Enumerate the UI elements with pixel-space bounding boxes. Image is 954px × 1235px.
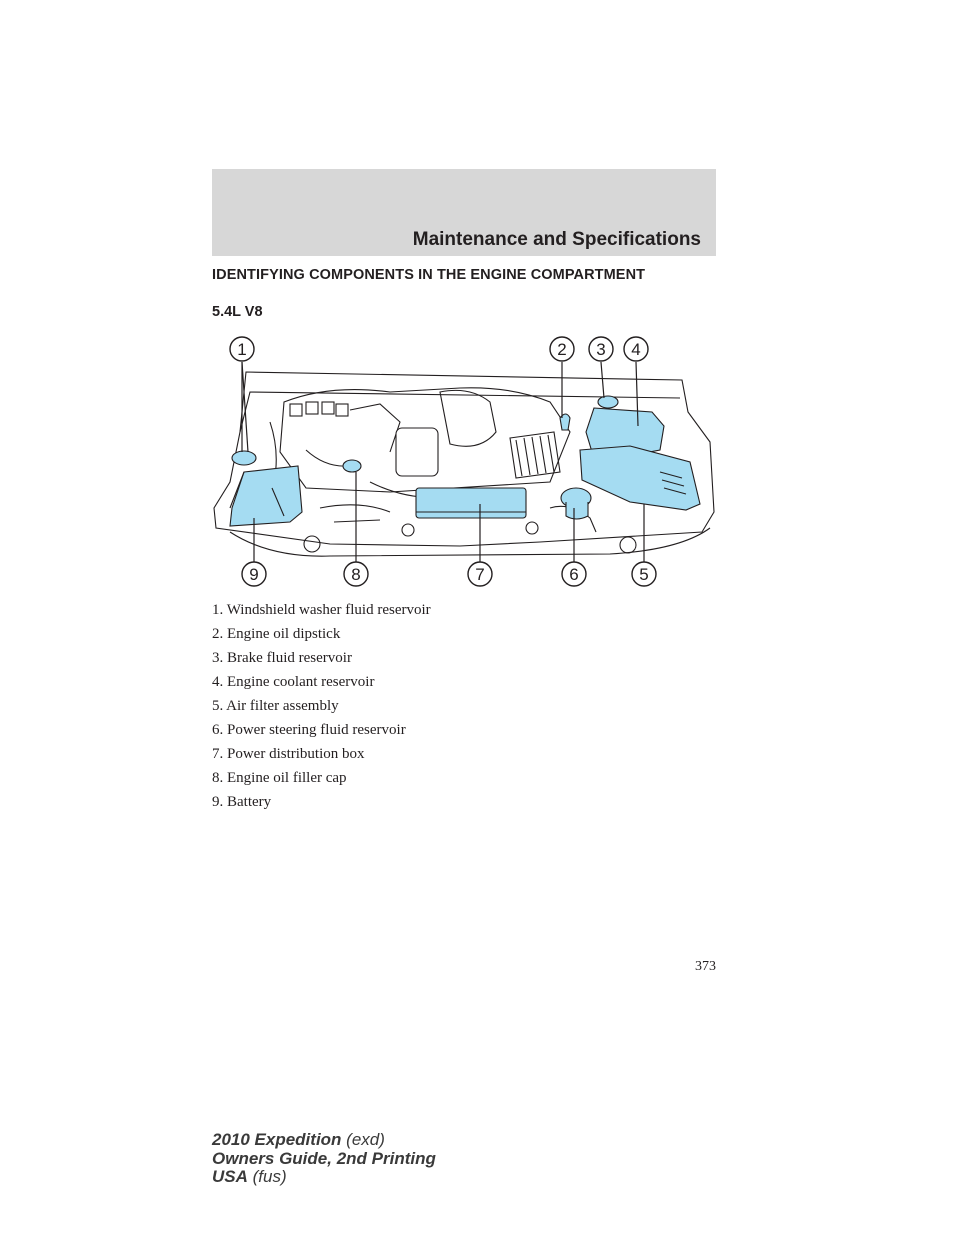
callout-2 (550, 337, 574, 361)
svg-text:9: 9 (249, 565, 259, 584)
windshield-washer-reservoir (232, 451, 256, 465)
section-heading: IDENTIFYING COMPONENTS IN THE ENGINE COMPARTMENT (212, 267, 646, 283)
engine-oil-filler-cap (343, 460, 361, 472)
chapter-header-band (212, 169, 716, 256)
svg-text:3: 3 (596, 340, 606, 359)
svg-text:5: 5 (639, 565, 649, 584)
footer-line-1: 2010 Expedition (exd) (212, 1130, 385, 1149)
brake-fluid-reservoir (598, 396, 618, 408)
legend-item: 2. Engine oil dipstick (212, 626, 341, 642)
page-number: 373 (695, 959, 716, 974)
engine-compartment-diagram (210, 332, 722, 592)
callout-5 (632, 562, 656, 586)
bolt (402, 524, 414, 536)
battery (230, 466, 302, 526)
bolt (526, 522, 538, 534)
footer-line-3: USA (fus) (212, 1167, 287, 1186)
legend-item: 3. Brake fluid reservoir (212, 650, 352, 666)
legend-item: 1. Windshield washer fluid reservoir (212, 602, 431, 618)
svg-text:6: 6 (569, 565, 579, 584)
legend-item: 4. Engine coolant reservoir (212, 674, 375, 690)
chapter-title: Maintenance and Specifications (412, 229, 701, 250)
footer-line-2: Owners Guide, 2nd Printing (212, 1148, 436, 1168)
callout-9 (242, 562, 266, 586)
legend-item: 5. Air filter assembly (212, 698, 339, 714)
legend-item: 8. Engine oil filler cap (212, 770, 347, 786)
svg-text:1: 1 (237, 340, 247, 359)
callout-3 (589, 337, 613, 361)
callout-4 (624, 337, 648, 361)
callout-7 (468, 562, 492, 586)
power-distribution-box (416, 488, 526, 518)
engine-subheading: 5.4L V8 (212, 304, 263, 320)
callout-6 (562, 562, 586, 586)
bolt (304, 536, 320, 552)
legend-item: 9. Battery (212, 794, 272, 810)
component-legend (212, 598, 431, 814)
callout-8 (344, 562, 368, 586)
svg-text:7: 7 (475, 565, 485, 584)
svg-text:4: 4 (631, 340, 641, 359)
document-footer (212, 1131, 436, 1187)
callout-1 (230, 337, 254, 361)
legend-item: 6. Power steering fluid reservoir (212, 722, 406, 738)
svg-text:2: 2 (557, 340, 567, 359)
legend-item: 7. Power distribution box (212, 746, 365, 762)
bolt (620, 537, 636, 553)
svg-text:8: 8 (351, 565, 361, 584)
